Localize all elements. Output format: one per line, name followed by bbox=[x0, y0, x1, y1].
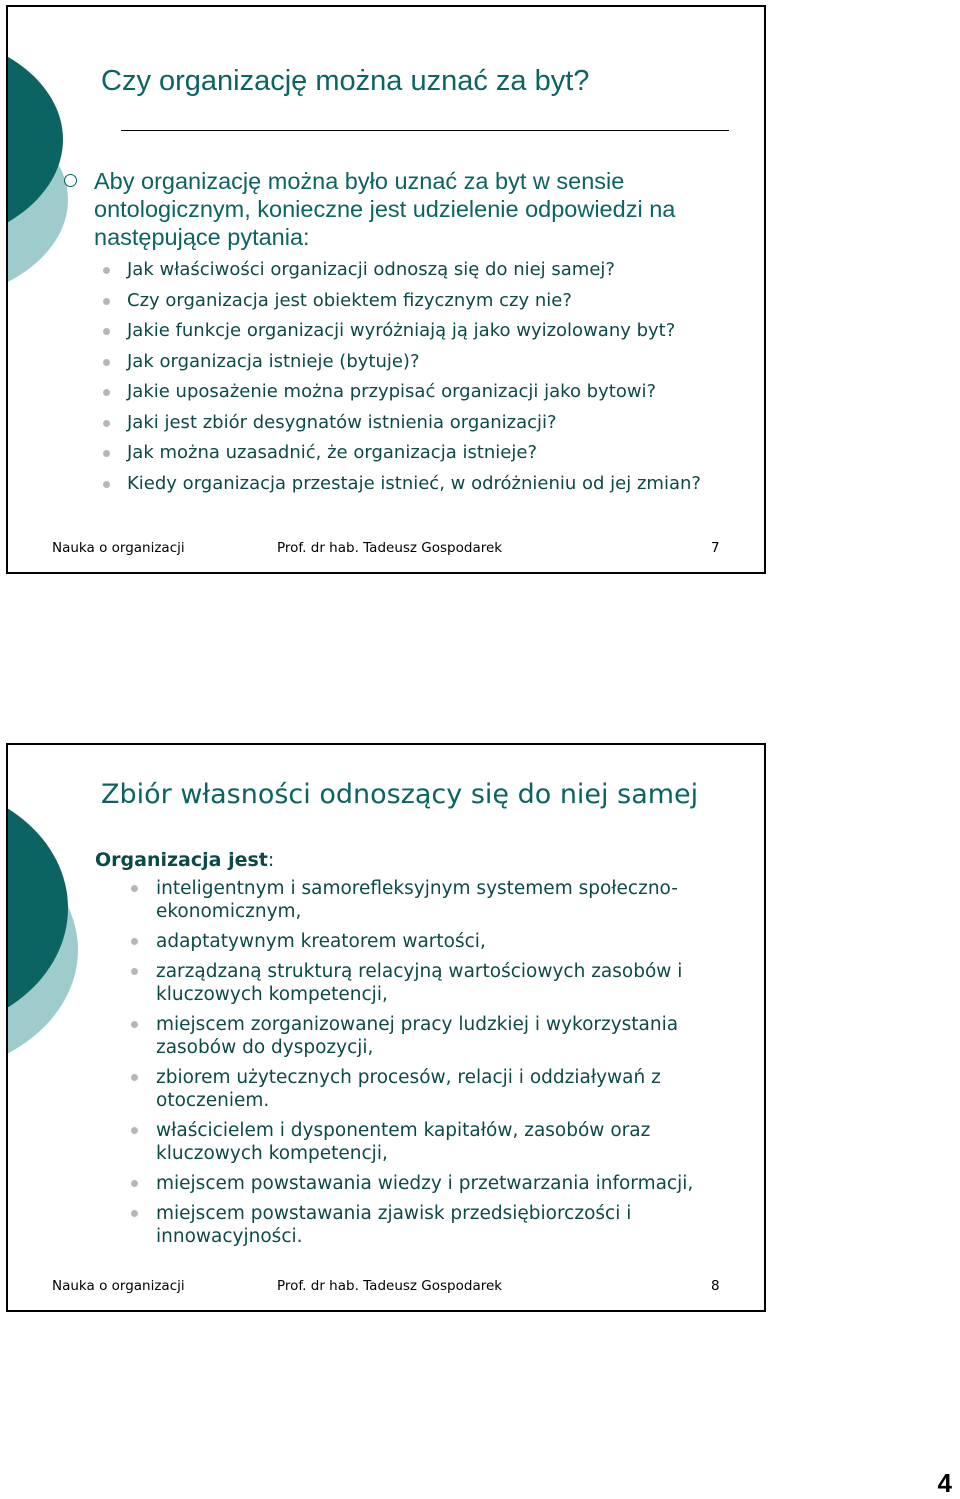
list-item: miejscem zorganizowanej pracy ludzkiej i wykorzystania zasobów do dyspozycji, bbox=[131, 1013, 731, 1059]
list-item: Kiedy organizacja przestaje istnieć, w odróżnieniu od jej zmian? bbox=[103, 469, 701, 500]
list-item: Jak można uzasadnić, że organizacja istnieje? bbox=[103, 438, 701, 469]
slide-8 bbox=[6, 743, 766, 1312]
bullet-dot-icon bbox=[103, 481, 110, 488]
bullet-dot-icon bbox=[103, 420, 110, 427]
bullet-dot-icon bbox=[131, 1021, 138, 1028]
bullet-dot-icon bbox=[103, 389, 110, 396]
bullet-dot-icon bbox=[131, 1210, 138, 1217]
bullet-dot-icon bbox=[103, 298, 110, 305]
bullet-dot-icon bbox=[131, 1127, 138, 1134]
list-item: inteligentnym i samorefleksyjnym systemem społeczno-ekonomicznym, bbox=[131, 877, 731, 923]
question-list bbox=[103, 255, 701, 499]
footer-slide-number: 7 bbox=[711, 540, 720, 556]
list-item: Jak organizacja istnieje (bytuje)? bbox=[103, 347, 701, 378]
title-divider bbox=[121, 130, 729, 131]
footer-author: Prof. dr hab. Tadeusz Gospodarek bbox=[277, 540, 503, 556]
list-item: zarządzaną strukturą relacyjną wartościowych zasobów i kluczowych kompetencji, bbox=[131, 960, 731, 1006]
bullet-dot-icon bbox=[131, 938, 138, 945]
bullet-dot-icon bbox=[131, 1074, 138, 1081]
list-item: Jak właściwości organizacji odnoszą się do niej samej? bbox=[103, 255, 701, 286]
footer-author: Prof. dr hab. Tadeusz Gospodarek bbox=[277, 1278, 503, 1294]
lead-paragraph bbox=[94, 167, 744, 251]
list-item: zbiorem użytecznych procesów, relacji i oddziaływań z otoczeniem. bbox=[131, 1066, 731, 1112]
bullet-dot-icon bbox=[131, 1180, 138, 1187]
bullet-dot-icon bbox=[103, 328, 110, 335]
ring-bullet-icon bbox=[64, 174, 77, 187]
bullet-dot-icon bbox=[103, 267, 110, 274]
bullet-dot-icon bbox=[131, 968, 138, 975]
list-item: miejscem powstawania wiedzy i przetwarzania informacji, bbox=[131, 1172, 731, 1195]
list-item: właścicielem i dysponentem kapitałów, zasobów oraz kluczowych kompetencji, bbox=[131, 1119, 731, 1165]
bullet-dot-icon bbox=[103, 450, 110, 457]
footer-course: Nauka o organizacji bbox=[52, 540, 185, 556]
list-item: Jakie uposażenie można przypisać organizacji jako bytowi? bbox=[103, 377, 701, 408]
list-item: Czy organizacja jest obiektem fizycznym czy nie? bbox=[103, 286, 701, 317]
slide-title: Czy organizację można uznać za byt? bbox=[101, 65, 590, 97]
lead-text: Aby organizację można było uznać za byt w sensie ontologicznym, konieczne jest udzielenie odpowiedzi na następujące pytania: bbox=[94, 168, 676, 250]
property-list bbox=[131, 877, 731, 1255]
footer-slide-number: 8 bbox=[711, 1278, 720, 1294]
bullet-dot-icon bbox=[131, 885, 138, 892]
footer-course: Nauka o organizacji bbox=[52, 1278, 185, 1294]
list-item: Jaki jest zbiór desygnatów istnienia organizacji? bbox=[103, 408, 701, 439]
list-item: miejscem powstawania zjawisk przedsiębiorczości i innowacyjności. bbox=[131, 1202, 731, 1248]
bullet-dot-icon bbox=[103, 359, 110, 366]
page-number: 4 bbox=[937, 1468, 952, 1498]
list-item: adaptatywnym kreatorem wartości, bbox=[131, 930, 731, 953]
slide-7 bbox=[6, 5, 766, 574]
slide-title: Zbiór własności odnoszący się do niej samej bbox=[101, 779, 699, 810]
list-item: Jakie funkcje organizacji wyróżniają ją jako wyizolowany byt? bbox=[103, 316, 701, 347]
lead-heading: Organizacja jest: bbox=[95, 849, 275, 871]
